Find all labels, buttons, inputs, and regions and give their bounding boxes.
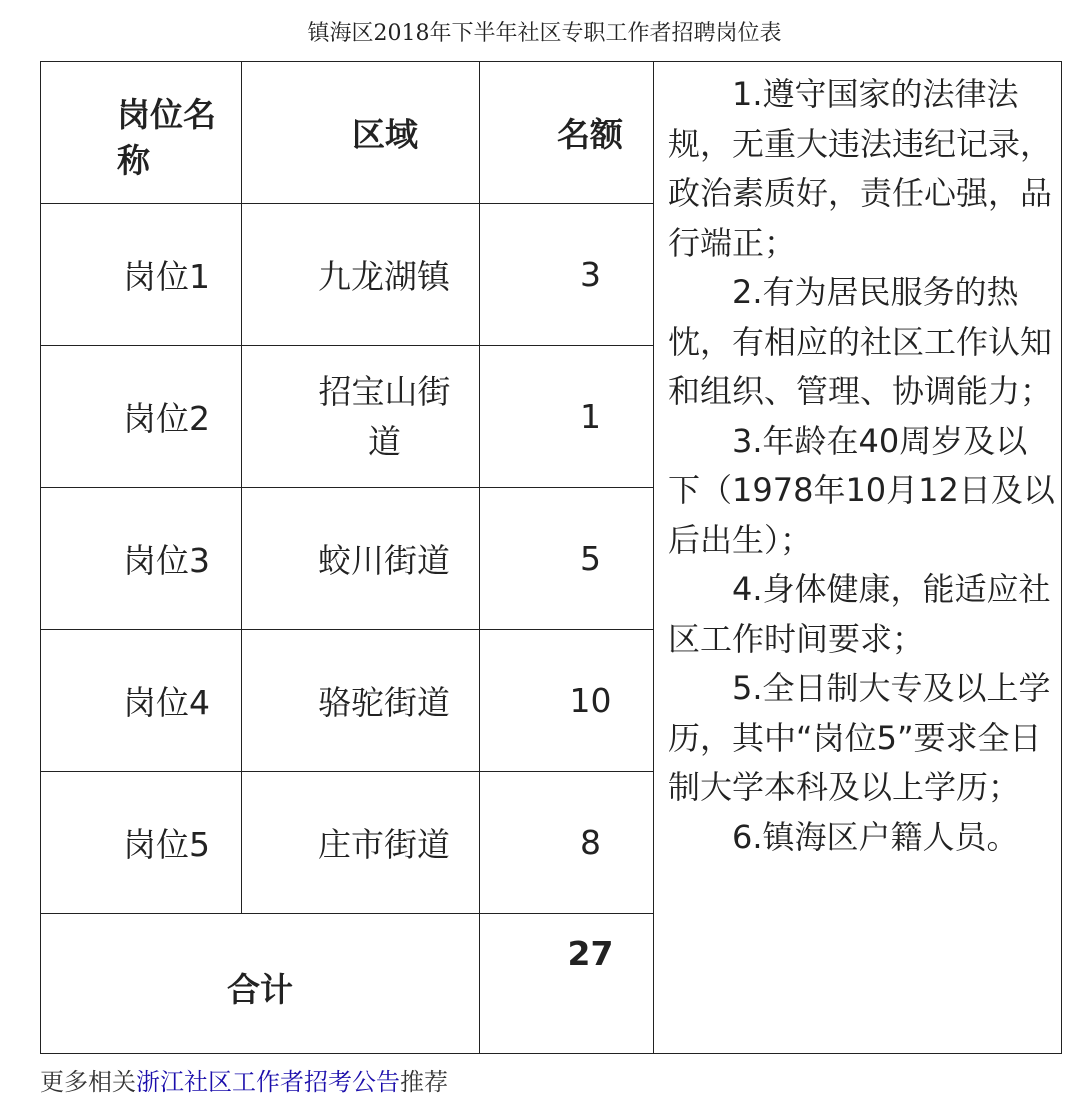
region-cell: 蛟川街道 (242, 488, 480, 630)
position-cell: 岗位5 (41, 772, 242, 914)
region-cell: 骆驼街道 (242, 630, 480, 772)
related-footer (40, 1062, 448, 1097)
requirements-cell (654, 62, 1062, 1054)
region-cell: 招宝山街道 (242, 346, 480, 488)
total-label: 合计 (41, 914, 480, 1054)
footer-suffix: 推荐 (400, 1068, 448, 1096)
header-row (41, 62, 1062, 204)
position-cell: 岗位3 (41, 488, 242, 630)
page-title: 镇海区2018年下半年社区专职工作者招聘岗位表 (307, 21, 782, 46)
requirement-item: 1.遵守国家的法律法规，无重大违法违纪记录，政治素质好，责任心强，品行端正； (668, 75, 1053, 262)
requirement-item: 2.有为居民服务的热忱，有相应的社区工作认知和组织、管理、协调能力； (668, 273, 1053, 410)
quota-cell: 8 (480, 772, 654, 914)
footer-link[interactable]: 浙江社区工作者招考公告 (136, 1068, 400, 1096)
quota-cell: 10 (480, 630, 654, 772)
header-position: 岗位名称 (41, 62, 242, 204)
header-region: 区域 (242, 62, 480, 204)
recruitment-table (40, 61, 1062, 1054)
position-cell: 岗位2 (41, 346, 242, 488)
quota-cell: 5 (480, 488, 654, 630)
region-cell: 九龙湖镇 (242, 204, 480, 346)
requirement-item: 6.镇海区户籍人员。 (732, 817, 1019, 856)
requirement-item: 3.年龄在40周岁及以下（1978年10月12日及以后出生）； (668, 421, 1055, 559)
requirement-item: 4.身体健康，能适应社区工作时间要求； (668, 570, 1051, 658)
position-cell: 岗位1 (41, 204, 242, 346)
quota-cell: 1 (480, 346, 654, 488)
footer-prefix: 更多相关 (40, 1068, 136, 1096)
region-cell: 庄市街道 (242, 772, 480, 914)
requirement-item: 5.全日制大专及以上学历，其中“岗位5”要求全日制大学本科及以上学历； (668, 669, 1051, 806)
position-cell: 岗位4 (41, 630, 242, 772)
quota-cell: 3 (480, 204, 654, 346)
total-value: 27 (480, 914, 654, 1054)
header-quota: 名额 (480, 62, 654, 204)
